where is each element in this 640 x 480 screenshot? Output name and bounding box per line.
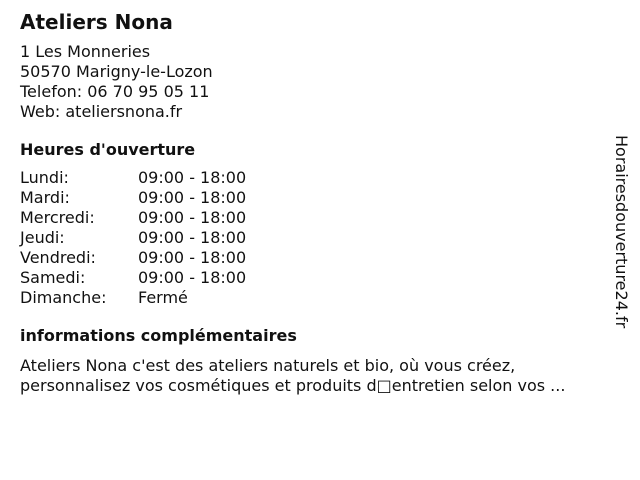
hours-time: 09:00 - 18:00: [138, 168, 247, 187]
hours-row: [20, 228, 610, 248]
hours-day: Samedi:: [20, 268, 86, 287]
hours-row: [20, 268, 610, 288]
site-watermark: Horairesdouverture24.fr: [612, 135, 631, 329]
hours-day: Jeudi:: [20, 228, 65, 247]
phone-number: Telefon: 06 70 95 05 11: [20, 82, 210, 101]
hours-row: [20, 248, 610, 268]
opening-hours-table: [20, 168, 610, 308]
hours-day: Vendredi:: [20, 248, 96, 267]
opening-hours-heading: Heures d'ouverture: [20, 140, 196, 159]
info-line-2: personnalisez vos cosmétiques et produits d□entretien selon vos ...: [20, 376, 566, 395]
business-name: Ateliers Nona: [20, 10, 173, 34]
additional-info-section: [20, 326, 610, 396]
website: Web: ateliersnona.fr: [20, 102, 183, 121]
hours-day: Lundi:: [20, 168, 69, 187]
contact-block: [20, 42, 610, 122]
hours-time: 09:00 - 18:00: [138, 228, 247, 247]
hours-day: Mercredi:: [20, 208, 95, 227]
hours-time: Fermé: [138, 288, 188, 307]
hours-row: [20, 168, 610, 188]
hours-time: 09:00 - 18:00: [138, 268, 247, 287]
opening-hours-section: [20, 140, 610, 308]
hours-row: [20, 188, 610, 208]
hours-row: [20, 208, 610, 228]
hours-time: 09:00 - 18:00: [138, 208, 247, 227]
hours-time: 09:00 - 18:00: [138, 188, 247, 207]
hours-day: Dimanche:: [20, 288, 107, 307]
hours-row: [20, 288, 610, 308]
additional-info-text: [20, 356, 610, 396]
hours-day: Mardi:: [20, 188, 70, 207]
hours-time: 09:00 - 18:00: [138, 248, 247, 267]
business-card: [20, 10, 610, 396]
address-line-1: 1 Les Monneries: [20, 42, 151, 61]
additional-info-heading: informations complémentaires: [20, 326, 297, 345]
info-line-1: Ateliers Nona c'est des ateliers naturels et bio, où vous créez,: [20, 356, 516, 375]
address-line-2: 50570 Marigny-le-Lozon: [20, 62, 213, 81]
